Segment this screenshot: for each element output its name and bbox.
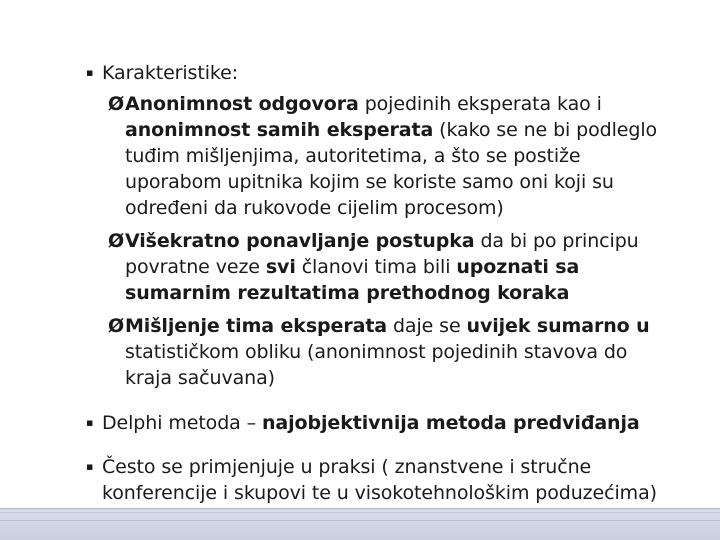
text: (kako se ne bi podleglo tuđim mišljenjima, autoritetima, a što se postiže uporabom upitnika kojim se koriste samo oni koji su određeni da rukovode cijelim procesom) [125,119,658,219]
text: da bi po principu povratne veze [125,230,639,278]
bullet-delphi [86,410,686,436]
footer-divider [0,520,720,521]
square-bullet-icon: ▪ [86,416,94,429]
bold-text: Mišljenje tima eksperata [125,315,388,337]
arrow-bullet-icon: Ø [108,93,125,115]
bullet-text: Delphi metoda – [102,412,262,434]
footer-divider [0,512,720,513]
bold-text: Anonimnost odgovora [125,93,359,115]
bold-text: upoznati sa sumarnim rezultatima prethodnog koraka [125,256,580,304]
bullet-text: Često se primjenjuje u praksi ( znanstvene i stručne konferencije i skupovi te u visokotehnološkim poduzećima) [102,456,657,504]
bullet-cesto [86,454,686,506]
bold-text: anonimnost samih eksperata [125,119,434,141]
text: statističkom obliku (anonimnost pojedinih stavova do kraja sačuvana) [125,341,628,389]
bullet-text: Karakteristike: [102,62,238,84]
arrow-bullet-icon: Ø [108,230,125,252]
footer-divider [0,508,720,509]
bold-text: Višekratno ponavljanje postupka [125,230,475,252]
text: članovi tima bili [295,256,457,278]
sub-item-visekratno [108,228,668,306]
bold-text: svi [265,256,296,278]
bullet-karakteristike [86,60,686,86]
text: daje se [387,315,467,337]
sub-item-misljenje [108,313,668,391]
arrow-bullet-icon: Ø [108,315,125,337]
sub-list [108,91,668,398]
sub-item-anonimnost [108,91,668,221]
bold-text: najobjektivnija metoda predviđanja [261,412,640,434]
square-bullet-icon: ▪ [86,460,94,473]
square-bullet-icon: ▪ [86,66,94,79]
bold-text: uvijek sumarno u [466,315,650,337]
text: pojedinih eksperata kao i [358,93,602,115]
